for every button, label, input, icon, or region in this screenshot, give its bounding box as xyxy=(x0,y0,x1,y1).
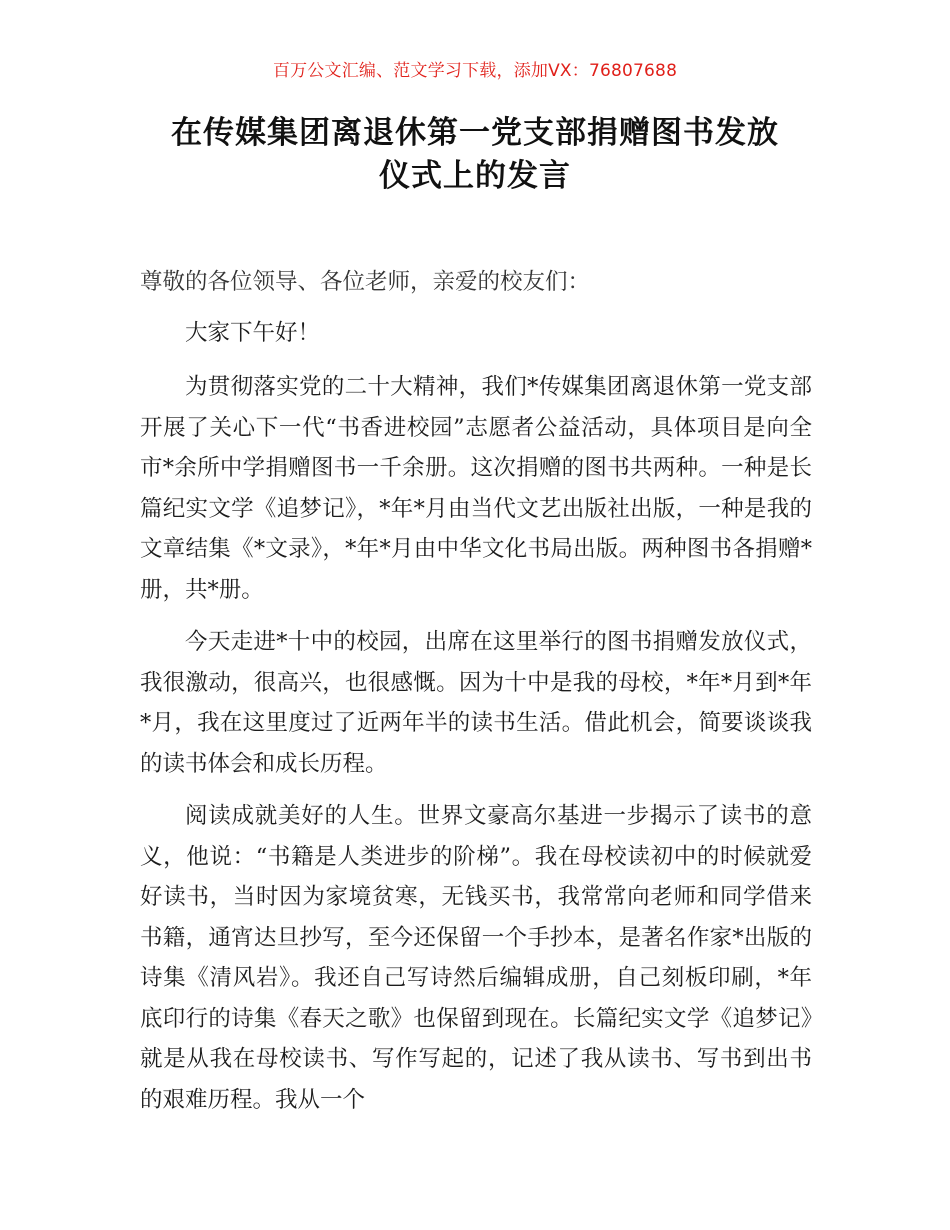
document-body xyxy=(140,262,812,1120)
paragraph: 今天走进*十中的校园，出席在这里举行的图书捐赠发放仪式，我很激动，很高兴，也很感慨。因为十中是我的母校，*年*月到*年*月，我在这里度过了近两年半的读书生活。借此机会，简要谈谈我的读书体会和成长历程。 xyxy=(140,629,812,777)
title-line-1: 在传媒集团离退休第一党支部捐赠图书发放 xyxy=(171,115,779,151)
document-title xyxy=(100,112,850,198)
paragraph-greeting: 大家下午好！ xyxy=(185,319,321,346)
paragraph: 阅读成就美好的人生。世界文豪高尔基进一步揭示了读书的意义，他说：“书籍是人类进步的阶梯”。我在母校读初中的时候就爱好读书，当时因为家境贫寒，无钱买书，我常常向老师和同学借来书籍，通宵达旦抄写，至今还保留一个手抄本，是著名作家*出版的诗集《清风岩》。我还自己写诗然后编辑成册，自己刻板印刷，*年底印行的诗集《春天之歌》也保留到现在。长篇纪实文学《追梦记》就是从我在母校读书、写作写起的，记述了我从读书、写书到出书的艰难历程。我从一个 xyxy=(140,803,812,1113)
title-line-2: 仪式上的发言 xyxy=(379,158,571,194)
salutation: 尊敬的各位领导、各位老师，亲爱的校友们： xyxy=(140,269,591,295)
paragraph: 为贯彻落实党的二十大精神，我们*传媒集团离退休第一党支部开展了关心下一代“书香进校园”志愿者公益活动，具体项目是向全市*余所中学捐赠图书一千余册。这次捐赠的图书共两种。一种是长篇纪实文学《追梦记》，*年*月由当代文艺出版社出版，一种是我的文章结集《*文录》，*年*月由中华文化书局出版。两种图书各捐赠*册，共*册。 xyxy=(140,374,812,603)
header-watermark-note: 百万公文汇编、范文学习下载，添加VX：76807688 xyxy=(272,61,678,81)
